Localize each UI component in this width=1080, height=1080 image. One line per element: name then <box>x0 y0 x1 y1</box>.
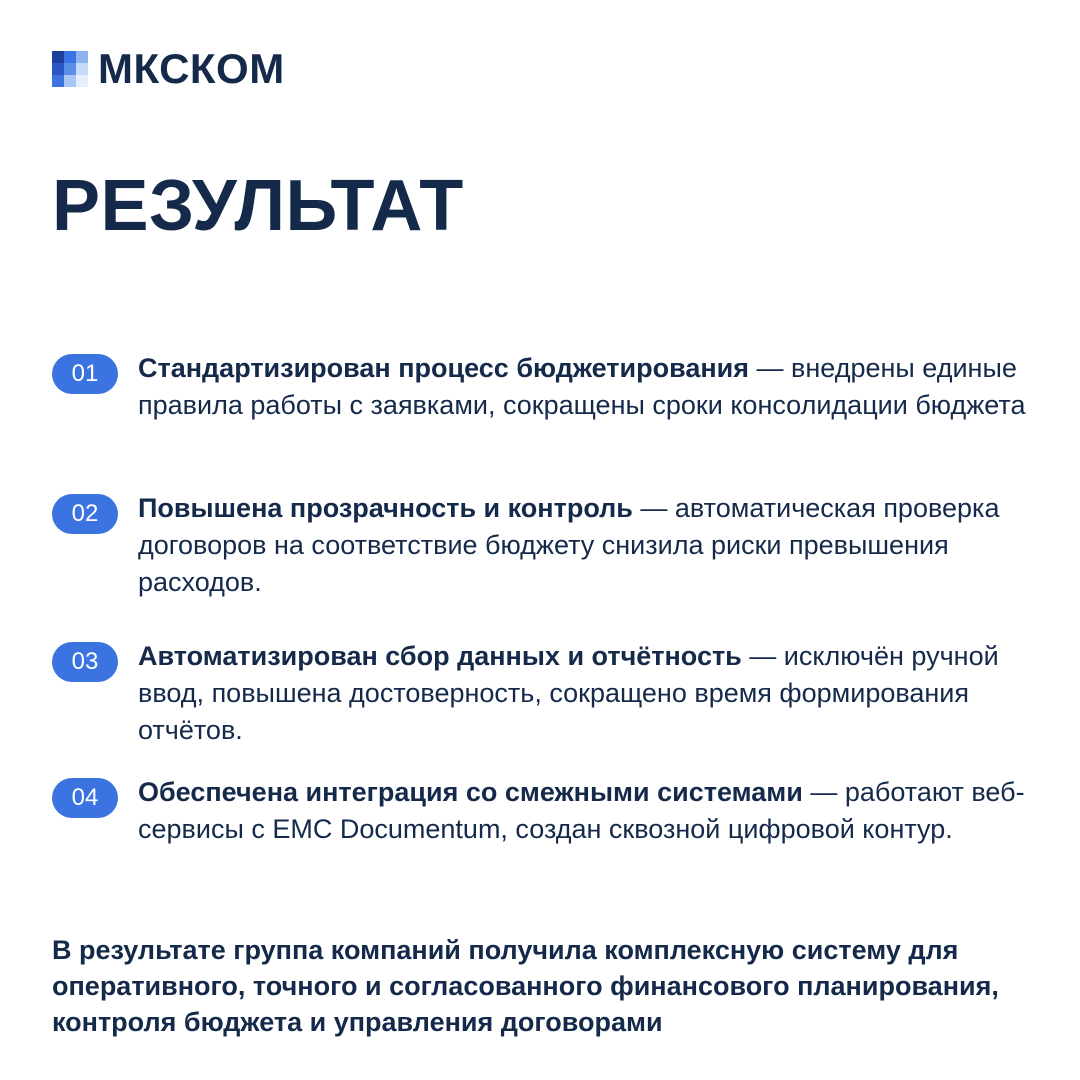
item-number-badge: 01 <box>52 354 118 394</box>
logo-mark-cell <box>64 63 76 75</box>
logo-mark-cell <box>52 75 64 87</box>
item-body: — работают веб-сервисы с EMC Documentum, создан сквозной цифровой контур. <box>138 777 1025 844</box>
logo-mark-cell <box>76 63 88 75</box>
logo-mark-cell <box>64 75 76 87</box>
logo-mark-cell <box>64 51 76 63</box>
item-number-badge: 04 <box>52 778 118 818</box>
item-heading: Стандартизирован процесс бюджетирования <box>138 353 750 383</box>
item-heading: Повышена прозрачность и контроль <box>138 493 633 523</box>
logo-mark-cell <box>52 63 64 75</box>
result-item <box>52 490 1042 601</box>
item-description <box>138 774 1038 848</box>
logo-mark-cell <box>76 75 88 87</box>
result-item <box>52 638 1042 749</box>
item-body: — исключён ручной ввод, повышена достоверность, сокращено время формирования отчётов. <box>138 641 999 745</box>
item-number-badge: 02 <box>52 494 118 534</box>
item-heading: Обеспечена интеграция со смежными системами <box>138 777 803 807</box>
item-heading: Автоматизирован сбор данных и отчётность <box>138 641 742 671</box>
item-body: — внедрены единые правила работы с заявками, сокращены сроки консолидации бюджета <box>138 353 1026 420</box>
result-item <box>52 774 1042 848</box>
brand-name: МКСКОМ <box>98 45 285 92</box>
item-number-badge: 03 <box>52 642 118 682</box>
summary-text: В результате группа компаний получила комплексную систему для оперативного, точного и согласованного финансового планирования, контроля бюджета и управления договорами <box>52 935 999 1037</box>
logo-mark-icon <box>52 51 88 87</box>
item-description <box>138 638 1038 749</box>
item-description <box>138 490 1038 601</box>
item-body: — автоматическая проверка договоров на соответствие бюджету снизила риски превышения расходов. <box>138 493 1000 597</box>
item-description <box>138 350 1038 424</box>
brand-logo <box>52 45 285 92</box>
logo-mark-cell <box>52 51 64 63</box>
logo-mark-cell <box>76 51 88 63</box>
result-item <box>52 350 1042 424</box>
page-title: РЕЗУЛЬТАТ <box>52 166 464 246</box>
